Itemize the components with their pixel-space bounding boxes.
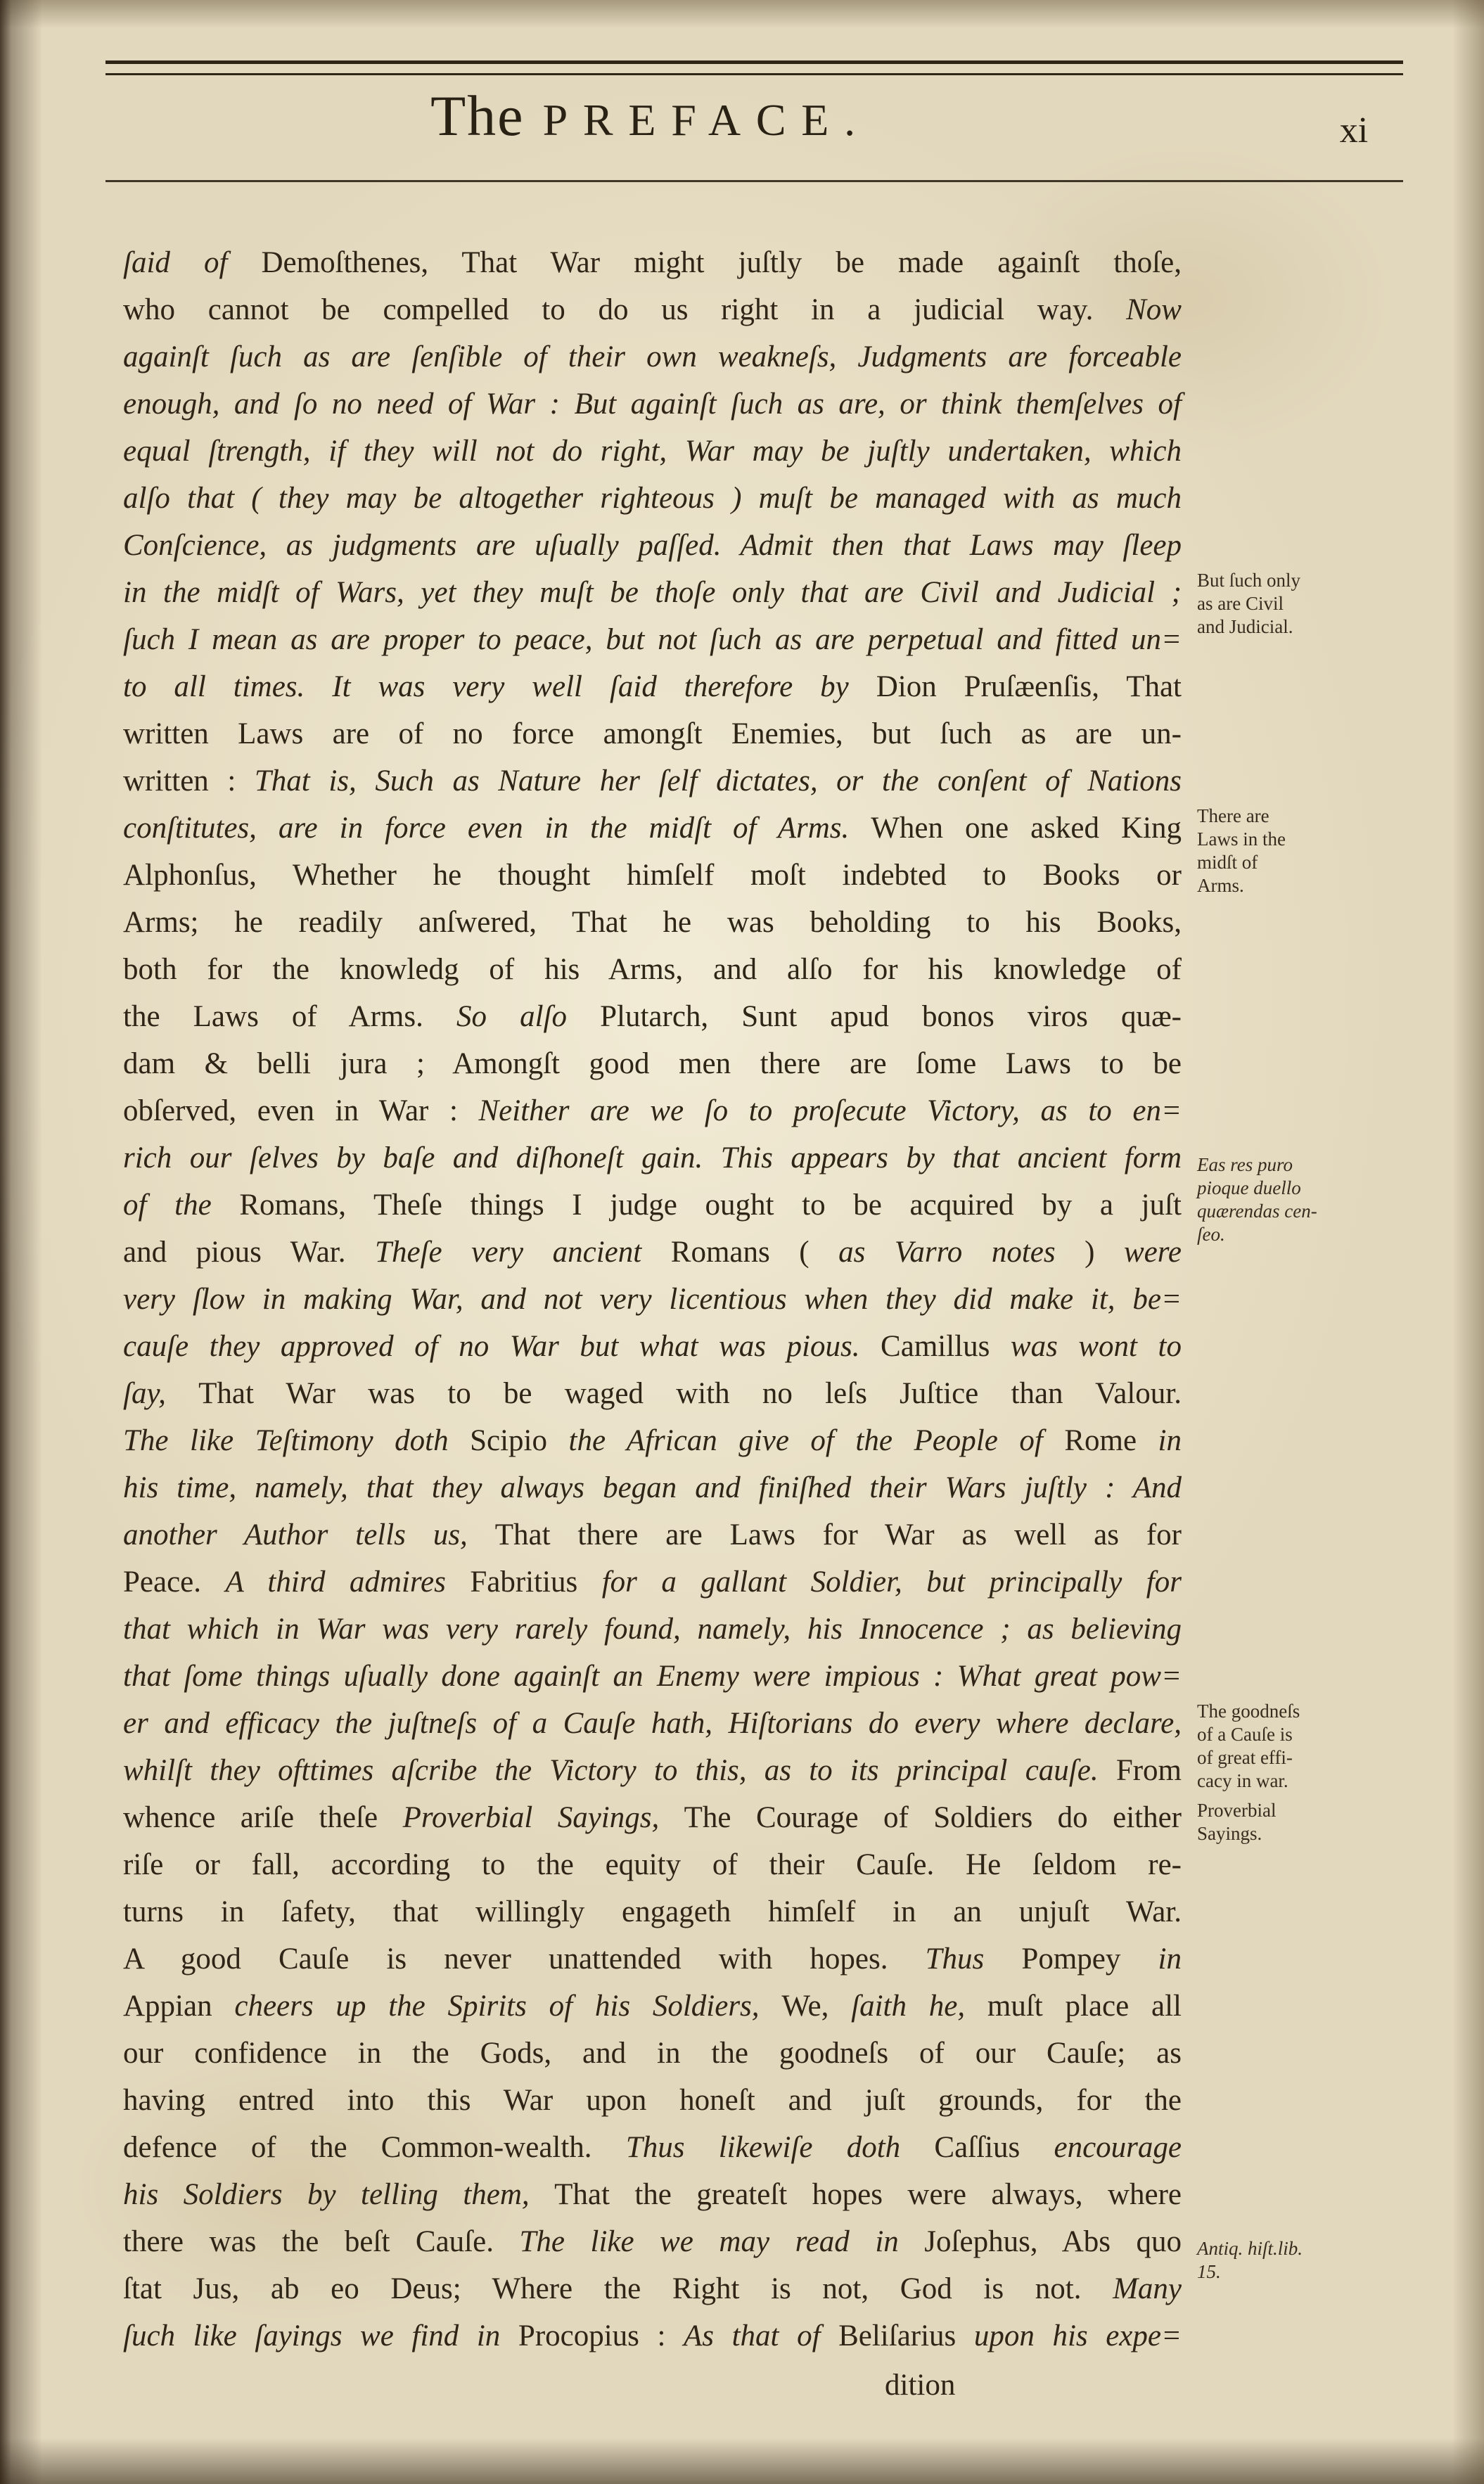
italic-text-segment: Thus bbox=[925, 1942, 1022, 1976]
italic-text-segment: conſtitutes, are in force even in the midſt of Arms. bbox=[123, 812, 871, 845]
italic-text-segment: The like we may read in bbox=[519, 2225, 925, 2258]
text-line bbox=[123, 2218, 1182, 2265]
italic-text-segment: for a gallant Soldier, but principally for bbox=[601, 1566, 1182, 1599]
text-line bbox=[123, 1182, 1182, 1229]
text-line bbox=[123, 616, 1182, 663]
margin-note-line: Sayings. bbox=[1197, 1822, 1262, 1844]
text-line bbox=[123, 475, 1182, 522]
body-text bbox=[123, 239, 1182, 2360]
text-line bbox=[123, 569, 1182, 616]
roman-text-segment: ſtat Jus, ab eo Deus; Where the Right is not, God is not. bbox=[123, 2272, 1113, 2305]
text-line bbox=[123, 1040, 1182, 1087]
roman-text-segment: Romans, Theſe things I judge ought to be acquired by a juſt bbox=[239, 1189, 1182, 1222]
text-line bbox=[123, 2124, 1182, 2171]
margin-note-line: Antiq. hiſt.lib. bbox=[1197, 2237, 1303, 2259]
margin-note-line: Proverbial bbox=[1197, 1799, 1277, 1821]
roman-text-segment: Procopius : bbox=[518, 2319, 684, 2352]
text-line bbox=[123, 428, 1182, 475]
text-line bbox=[123, 1888, 1182, 1935]
roman-text-segment: Beliſarius bbox=[838, 2319, 974, 2352]
text-line bbox=[123, 805, 1182, 852]
roman-text-segment: Peace. bbox=[123, 1566, 226, 1599]
roman-text-segment: The Courage of Soldiers do either bbox=[684, 1801, 1182, 1834]
roman-text-segment: muſt place all bbox=[987, 1990, 1182, 2023]
roman-text-segment: riſe or fall, according to the equity of their Cauſe. He ſeldom re- bbox=[123, 1848, 1182, 1881]
roman-text-segment: whence ariſe theſe bbox=[123, 1801, 403, 1834]
italic-text-segment: ſaid of bbox=[123, 246, 262, 279]
italic-text-segment: his Soldiers by telling them, bbox=[123, 2178, 555, 2211]
text-line bbox=[123, 1134, 1182, 1182]
italic-text-segment: As that of bbox=[684, 2319, 839, 2352]
italic-text-segment: A third admires bbox=[225, 1566, 471, 1599]
roman-text-segment: Fabritius bbox=[470, 1566, 602, 1599]
italic-text-segment: upon his expe= bbox=[973, 2319, 1182, 2352]
italic-text-segment: alſo that ( they may be altogether righteous ) muſt be managed with as much bbox=[123, 482, 1182, 515]
italic-text-segment: Neither are we ſo to proſecute Victory, as to en= bbox=[478, 1094, 1182, 1127]
italic-text-segment: the African give of the People of bbox=[568, 1424, 1065, 1457]
text-line bbox=[123, 1417, 1182, 1464]
page-header bbox=[123, 83, 1178, 149]
italic-text-segment: was wont to bbox=[1010, 1330, 1182, 1363]
roman-text-segment: obſerved, even in War : bbox=[123, 1094, 479, 1127]
italic-text-segment: againſt ſuch as are ſenſible of their own weakneſs, Judgments are forceable bbox=[123, 340, 1182, 373]
text-line bbox=[123, 1276, 1182, 1323]
margin-note-line: Eas res puro bbox=[1197, 1153, 1293, 1175]
text-line bbox=[123, 333, 1182, 380]
text-line bbox=[123, 993, 1182, 1040]
italic-text-segment: that ſome things uſually done againſt an Enemy were impious : What great pow= bbox=[123, 1660, 1182, 1693]
text-line bbox=[123, 757, 1182, 805]
text-line bbox=[123, 1935, 1182, 1983]
roman-text-segment: We, bbox=[781, 1990, 852, 2023]
italic-text-segment: in bbox=[1158, 1424, 1182, 1457]
italic-text-segment: ſaith he, bbox=[851, 1990, 987, 2023]
roman-text-segment: written Laws are of no force amongſt Enemies, but ſuch as are un- bbox=[123, 717, 1182, 750]
italic-text-segment: ſay, bbox=[123, 1377, 199, 1410]
text-line bbox=[123, 1323, 1182, 1370]
margin-note-line: But ſuch only bbox=[1197, 570, 1300, 591]
roman-text-segment: Plutarch, Sunt apud bonos viros quæ- bbox=[600, 1000, 1182, 1033]
italic-text-segment: Thus likewiſe doth bbox=[625, 2131, 935, 2164]
text-line bbox=[123, 522, 1182, 569]
text-line bbox=[123, 1700, 1182, 1747]
italic-text-segment: ſuch like ſayings we find in bbox=[123, 2319, 518, 2352]
text-line bbox=[123, 286, 1182, 333]
margin-note bbox=[1197, 1700, 1450, 1793]
roman-text-segment: Scipio bbox=[470, 1424, 569, 1457]
margin-note-line: midſt of bbox=[1197, 852, 1258, 873]
text-line bbox=[123, 663, 1182, 710]
italic-text-segment: Now bbox=[1126, 293, 1182, 326]
text-line bbox=[123, 1464, 1182, 1511]
margin-note-line: quærendas cen- bbox=[1197, 1200, 1317, 1222]
roman-text-segment: and pious War. bbox=[123, 1236, 376, 1269]
italic-text-segment: in bbox=[1158, 1942, 1182, 1976]
italic-text-segment: in the midſt of Wars, yet they muſt be thoſe only that are Civil and Judicial ; bbox=[123, 576, 1182, 609]
italic-text-segment: rich our ſelves by baſe and diſhoneſt gain. This appears by that ancient form bbox=[123, 1141, 1182, 1174]
italic-text-segment: of the bbox=[123, 1189, 240, 1222]
margin-note-line: There are bbox=[1197, 805, 1269, 826]
text-line bbox=[123, 1229, 1182, 1276]
roman-text-segment: Alphonſus, Whether he thought himſelf moſt indebted to Books or bbox=[123, 859, 1182, 892]
roman-text-segment: That the greateſt hopes were always, where bbox=[554, 2178, 1182, 2211]
margin-note-line: of a Cauſe is bbox=[1197, 1724, 1293, 1745]
italic-text-segment: ſuch I mean as are proper to peace, but not ſuch as are perpetual and fitted un= bbox=[123, 623, 1182, 656]
margin-note-line: pioque duello bbox=[1197, 1177, 1301, 1198]
text-line bbox=[123, 899, 1182, 946]
margin-note-line: cacy in war. bbox=[1197, 1770, 1288, 1791]
text-line bbox=[123, 1370, 1182, 1417]
italic-text-segment: another Author tells us, bbox=[123, 1518, 495, 1551]
roman-text-segment: A good Cauſe is never unattended with hopes. bbox=[123, 1942, 926, 1976]
roman-text-segment: When one asked King bbox=[871, 812, 1182, 845]
italic-text-segment: Theſe very ancient bbox=[375, 1236, 671, 1269]
roman-text-segment: there was the beſt Cauſe. bbox=[123, 2225, 520, 2258]
roman-text-segment: Dion Pruſæenſis, That bbox=[876, 670, 1182, 703]
italic-text-segment: that which in War was very rarely found, namely, his Innocence ; as believing bbox=[123, 1613, 1182, 1646]
roman-text-segment: Camillus bbox=[881, 1330, 1011, 1363]
italic-text-segment: whilſt they ofttimes aſcribe the Victory to this, as to its principal cauſe. bbox=[123, 1754, 1116, 1787]
roman-text-segment: defence of the Common-wealth. bbox=[123, 2131, 626, 2164]
margin-note bbox=[1197, 1153, 1450, 1246]
italic-text-segment: equal ſtrength, if they will not do right, War may be juſtly undertaken, which bbox=[123, 435, 1182, 468]
italic-text-segment: er and efficacy the juſtneſs of a Cauſe hath, Hiſtorians do every where declare, bbox=[123, 1707, 1182, 1740]
italic-text-segment: The like Teſtimony doth bbox=[123, 1424, 471, 1457]
roman-text-segment: written : bbox=[123, 764, 255, 798]
roman-text-segment: having entred into this War upon honeſt and juſt grounds, for the bbox=[123, 2084, 1182, 2117]
roman-text-segment: dam & belli jura ; Amongſt good men there are ſome Laws to be bbox=[123, 1047, 1182, 1080]
margin-note-line: ſeo. bbox=[1197, 1223, 1225, 1245]
text-line bbox=[123, 1794, 1182, 1841]
margin-notes bbox=[1197, 0, 1450, 2484]
italic-text-segment: That is, Such as Nature her ſelf dictates, or the conſent of Nations bbox=[254, 764, 1182, 798]
page-number: xi bbox=[1339, 110, 1369, 151]
preface-title-the: The bbox=[430, 84, 525, 148]
roman-text-segment: That there are Laws for War as well as for bbox=[494, 1518, 1182, 1551]
italic-text-segment: as Varro notes bbox=[838, 1236, 1085, 1269]
roman-text-segment: Caſſius bbox=[934, 2131, 1054, 2164]
text-line bbox=[123, 1983, 1182, 2030]
italic-text-segment: encourage bbox=[1054, 2131, 1182, 2164]
catchword: dition bbox=[885, 2369, 956, 2402]
roman-text-segment: Demoſthenes, That War might juſtly be made againſt thoſe, bbox=[261, 246, 1182, 279]
italic-text-segment: Proverbial Sayings, bbox=[402, 1801, 684, 1834]
text-line bbox=[123, 710, 1182, 757]
text-line bbox=[123, 239, 1182, 286]
margin-note bbox=[1197, 1799, 1450, 1845]
italic-text-segment: cauſe they approved of no War but what was pious. bbox=[123, 1330, 881, 1363]
text-line bbox=[123, 1558, 1182, 1606]
italic-text-segment: Many bbox=[1113, 2272, 1182, 2305]
margin-note bbox=[1197, 569, 1450, 639]
text-line bbox=[123, 1841, 1182, 1888]
roman-text-segment: turns in ſafety, that willingly engageth himſelf in an unjuſt War. bbox=[123, 1895, 1182, 1928]
roman-text-segment: Pompey bbox=[1021, 1942, 1158, 1976]
roman-text-segment: Joſephus, Abs quo bbox=[924, 2225, 1182, 2258]
text-line bbox=[123, 1087, 1182, 1134]
text-line bbox=[123, 2030, 1182, 2077]
roman-text-segment: who cannot be compelled to do us right in a judicial way. bbox=[123, 293, 1127, 326]
margin-note-line: The goodneſs bbox=[1197, 1701, 1300, 1722]
margin-note-line: and Judicial. bbox=[1197, 616, 1293, 637]
margin-note-line: Arms. bbox=[1197, 875, 1244, 896]
italic-text-segment: his time, namely, that they always began and finiſhed their Wars juſtly : And bbox=[123, 1471, 1182, 1504]
text-line bbox=[123, 1511, 1182, 1558]
roman-text-segment: Rome bbox=[1064, 1424, 1158, 1457]
text-line bbox=[123, 1653, 1182, 1700]
roman-text-segment: From bbox=[1115, 1754, 1182, 1787]
italic-text-segment: Conſcience, as judgments are uſually paſſed. Admit then that Laws may ſleep bbox=[123, 529, 1182, 562]
text-line bbox=[123, 1747, 1182, 1794]
italic-text-segment: were bbox=[1124, 1236, 1182, 1269]
margin-note-line: as are Civil bbox=[1197, 593, 1284, 614]
italic-text-segment: to all times. It was very well ſaid therefore by bbox=[123, 670, 876, 703]
preface-title-caps: PREFACE. bbox=[542, 95, 871, 145]
roman-text-segment: Arms; he readily anſwered, That he was beholding to his Books, bbox=[123, 906, 1182, 939]
roman-text-segment: ) bbox=[1085, 1236, 1124, 1269]
text-line bbox=[123, 2312, 1182, 2360]
roman-text-segment: the Laws of Arms. bbox=[123, 1000, 456, 1033]
text-line bbox=[123, 380, 1182, 428]
margin-note-line: of great effi- bbox=[1197, 1747, 1293, 1768]
text-line bbox=[123, 852, 1182, 899]
italic-text-segment: So alſo bbox=[456, 1000, 601, 1033]
text-line bbox=[123, 1606, 1182, 1653]
margin-note bbox=[1197, 2237, 1450, 2284]
italic-text-segment: cheers up the Spirits of his Soldiers, bbox=[234, 1990, 782, 2023]
margin-note bbox=[1197, 805, 1450, 897]
italic-text-segment: enough, and ſo no need of War : But againſt ſuch as are, or think themſelves of bbox=[123, 388, 1182, 421]
roman-text-segment: our confidence in the Gods, and in the goodneſs of our Cauſe; as bbox=[123, 2037, 1182, 2070]
margin-note-line: Laws in the bbox=[1197, 828, 1286, 850]
text-line bbox=[123, 2265, 1182, 2312]
roman-text-segment: Appian bbox=[123, 1990, 235, 2023]
roman-text-segment: Romans ( bbox=[670, 1236, 839, 1269]
margin-note-line: 15. bbox=[1197, 2260, 1221, 2282]
text-line bbox=[123, 2171, 1182, 2218]
italic-text-segment: very ſlow in making War, and not very licentious when they did make it, be= bbox=[123, 1283, 1182, 1316]
text-line bbox=[123, 2077, 1182, 2124]
text-line bbox=[123, 946, 1182, 993]
roman-text-segment: That War was to be waged with no leſs Juſtice than Valour. bbox=[198, 1377, 1182, 1410]
roman-text-segment: both for the knowledg of his Arms, and alſo for his knowledge of bbox=[123, 953, 1182, 986]
